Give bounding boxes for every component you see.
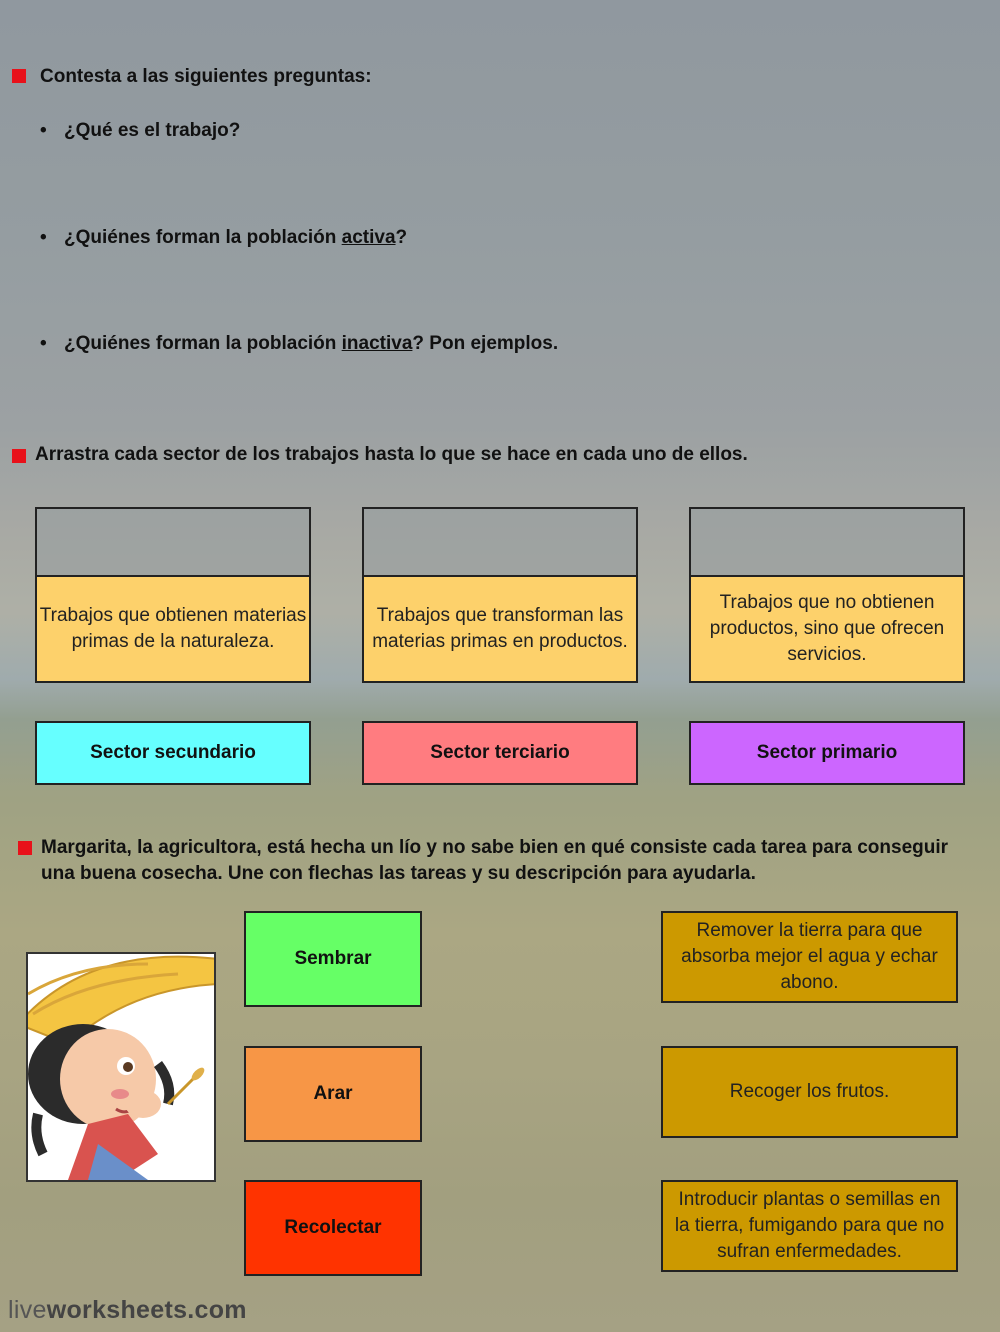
drop-zone-3[interactable]	[689, 507, 965, 575]
bullet-square	[12, 449, 26, 463]
task-sembrar[interactable]: Sembrar	[244, 911, 422, 1007]
bullet-square	[12, 69, 26, 83]
task-recolectar[interactable]: Recolectar	[244, 1180, 422, 1276]
sector-description-1: Trabajos que obtienen materias primas de la naturaleza.	[35, 575, 311, 683]
section3-heading: Margarita, la agricultora, está hecha un lío y no sabe bien en qué consiste cada tarea para conseguir una buena cosecha. Une con flechas las tareas y su descripción para ayudarla.	[41, 837, 949, 884]
sector-description-3: Trabajos que no obtienen productos, sino que ofrecen servicios.	[689, 575, 965, 683]
task-arar[interactable]: Arar	[244, 1046, 422, 1142]
sector-secundario-draggable[interactable]: Sector secundario	[35, 721, 311, 785]
sector-description-2: Trabajos que transforman las materias primas en productos.	[362, 575, 638, 683]
sector-primario-draggable[interactable]: Sector primario	[689, 721, 965, 785]
task-description-2[interactable]: Recoger los frutos.	[661, 1046, 958, 1138]
farmer-girl-image	[26, 952, 216, 1182]
question-2: • ¿Quiénes forman la población activa?	[40, 227, 408, 248]
section2-heading: Arrastra cada sector de los trabajos hasta lo que se hace en cada uno de ellos.	[35, 444, 748, 465]
bullet-square	[18, 841, 32, 855]
section1-heading: Contesta a las siguientes preguntas:	[40, 66, 372, 87]
drop-zone-1[interactable]	[35, 507, 311, 575]
question-3: • ¿Quiénes forman la población inactiva? Pon ejemplos.	[40, 333, 559, 354]
sector-terciario-draggable[interactable]: Sector terciario	[362, 721, 638, 785]
liveworksheets-logo[interactable]: liveworksheets.com	[8, 1296, 247, 1324]
farmer-girl-illustration	[28, 954, 214, 1180]
task-description-3[interactable]: Introducir plantas o semillas en la tierra, fumigando para que no sufran enfermedades.	[661, 1180, 958, 1272]
drop-zone-2[interactable]	[362, 507, 638, 575]
question-1: • ¿Qué es el trabajo?	[40, 120, 241, 141]
task-description-1[interactable]: Remover la tierra para que absorba mejor el agua y echar abono.	[661, 911, 958, 1003]
